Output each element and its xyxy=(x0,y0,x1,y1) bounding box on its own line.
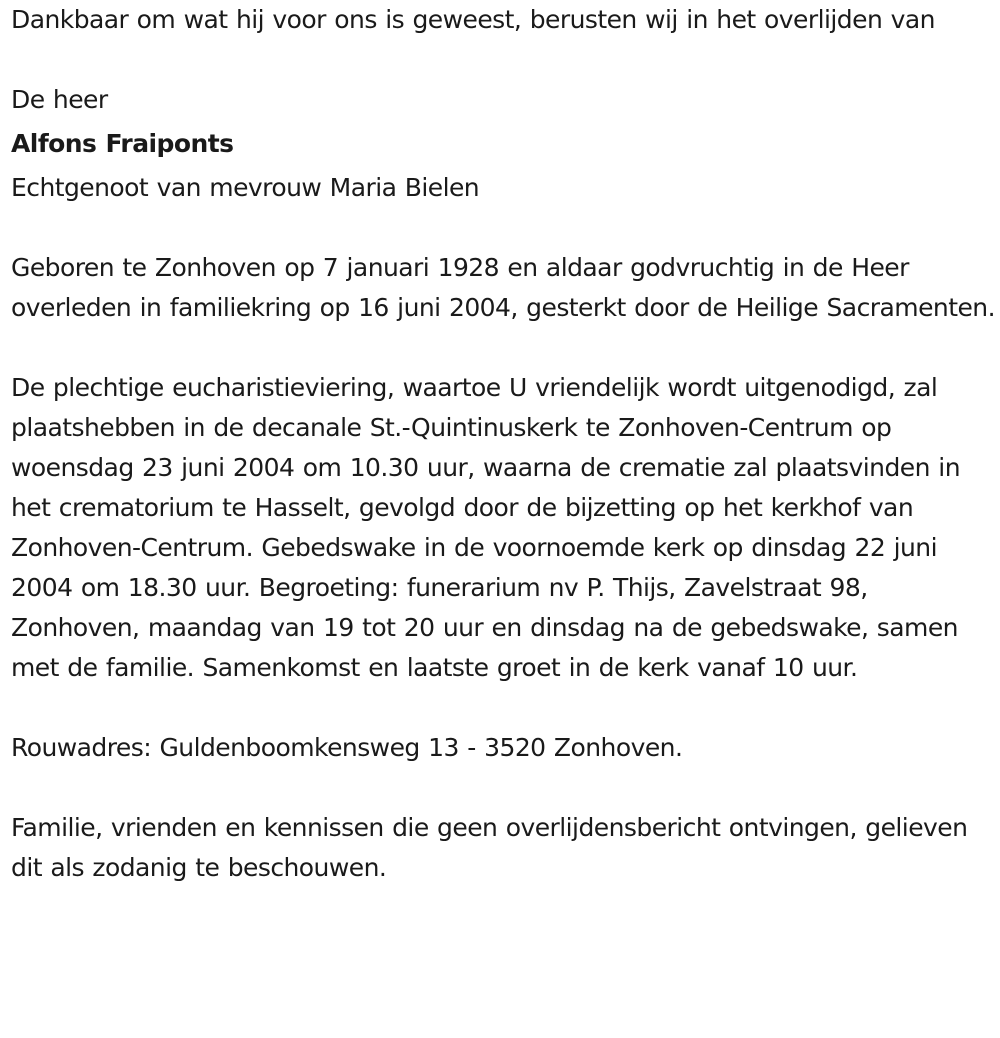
deceased-name: Alfons Fraiponts xyxy=(11,129,234,158)
spouse-line: Echtgenoot van mevrouw Maria Bielen xyxy=(11,173,480,202)
ceremony-paragraph: De plechtige eucharistieviering, waartoe U vriendelijk wordt uitgenodigd, zal plaatshebben in de decanale St.-Quintinuskerk te Zonhoven-Centrum op woensdag 23 juni 2004 om 10.30 uur, waarna de crematie zal plaatsvinden in het crematorium te Hasselt, gevolgd door de bijzetting op het kerkhof van Zonhoven-Centrum. Gebedswake in de voornoemde kerk op dinsdag 22 juni 2004 om 18.30 uur. Begroeting: funerarium nv P. Thijs, Zavelstraat 98, Zonhoven, maandag van 19 tot 20 uur en dinsdag na de gebedswake, samen met de familie. Samenkomst en laatste groet in de kerk vanaf 10 uur. xyxy=(11,373,960,682)
obituary-notice xyxy=(11,0,996,888)
spacer xyxy=(11,208,996,248)
spacer xyxy=(11,40,996,80)
mourning-address: Rouwadres: Guldenboomkensweg 13 - 3520 Zonhoven. xyxy=(11,733,683,762)
birth-death-paragraph: Geboren te Zonhoven op 7 januari 1928 en aldaar godvruchtig in de Heer overleden in familiekring op 16 juni 2004, gesterkt door de Heilige Sacramenten. xyxy=(11,253,995,322)
spacer xyxy=(11,688,996,728)
spacer xyxy=(11,328,996,368)
salutation: De heer xyxy=(11,85,108,114)
intro-text: Dankbaar om wat hij voor ons is geweest, berusten wij in het overlijden van xyxy=(11,5,935,34)
spacer xyxy=(11,768,996,808)
closing-paragraph: Familie, vrienden en kennissen die geen overlijdensbericht ontvingen, gelieven dit als zodanig te beschouwen. xyxy=(11,813,968,882)
